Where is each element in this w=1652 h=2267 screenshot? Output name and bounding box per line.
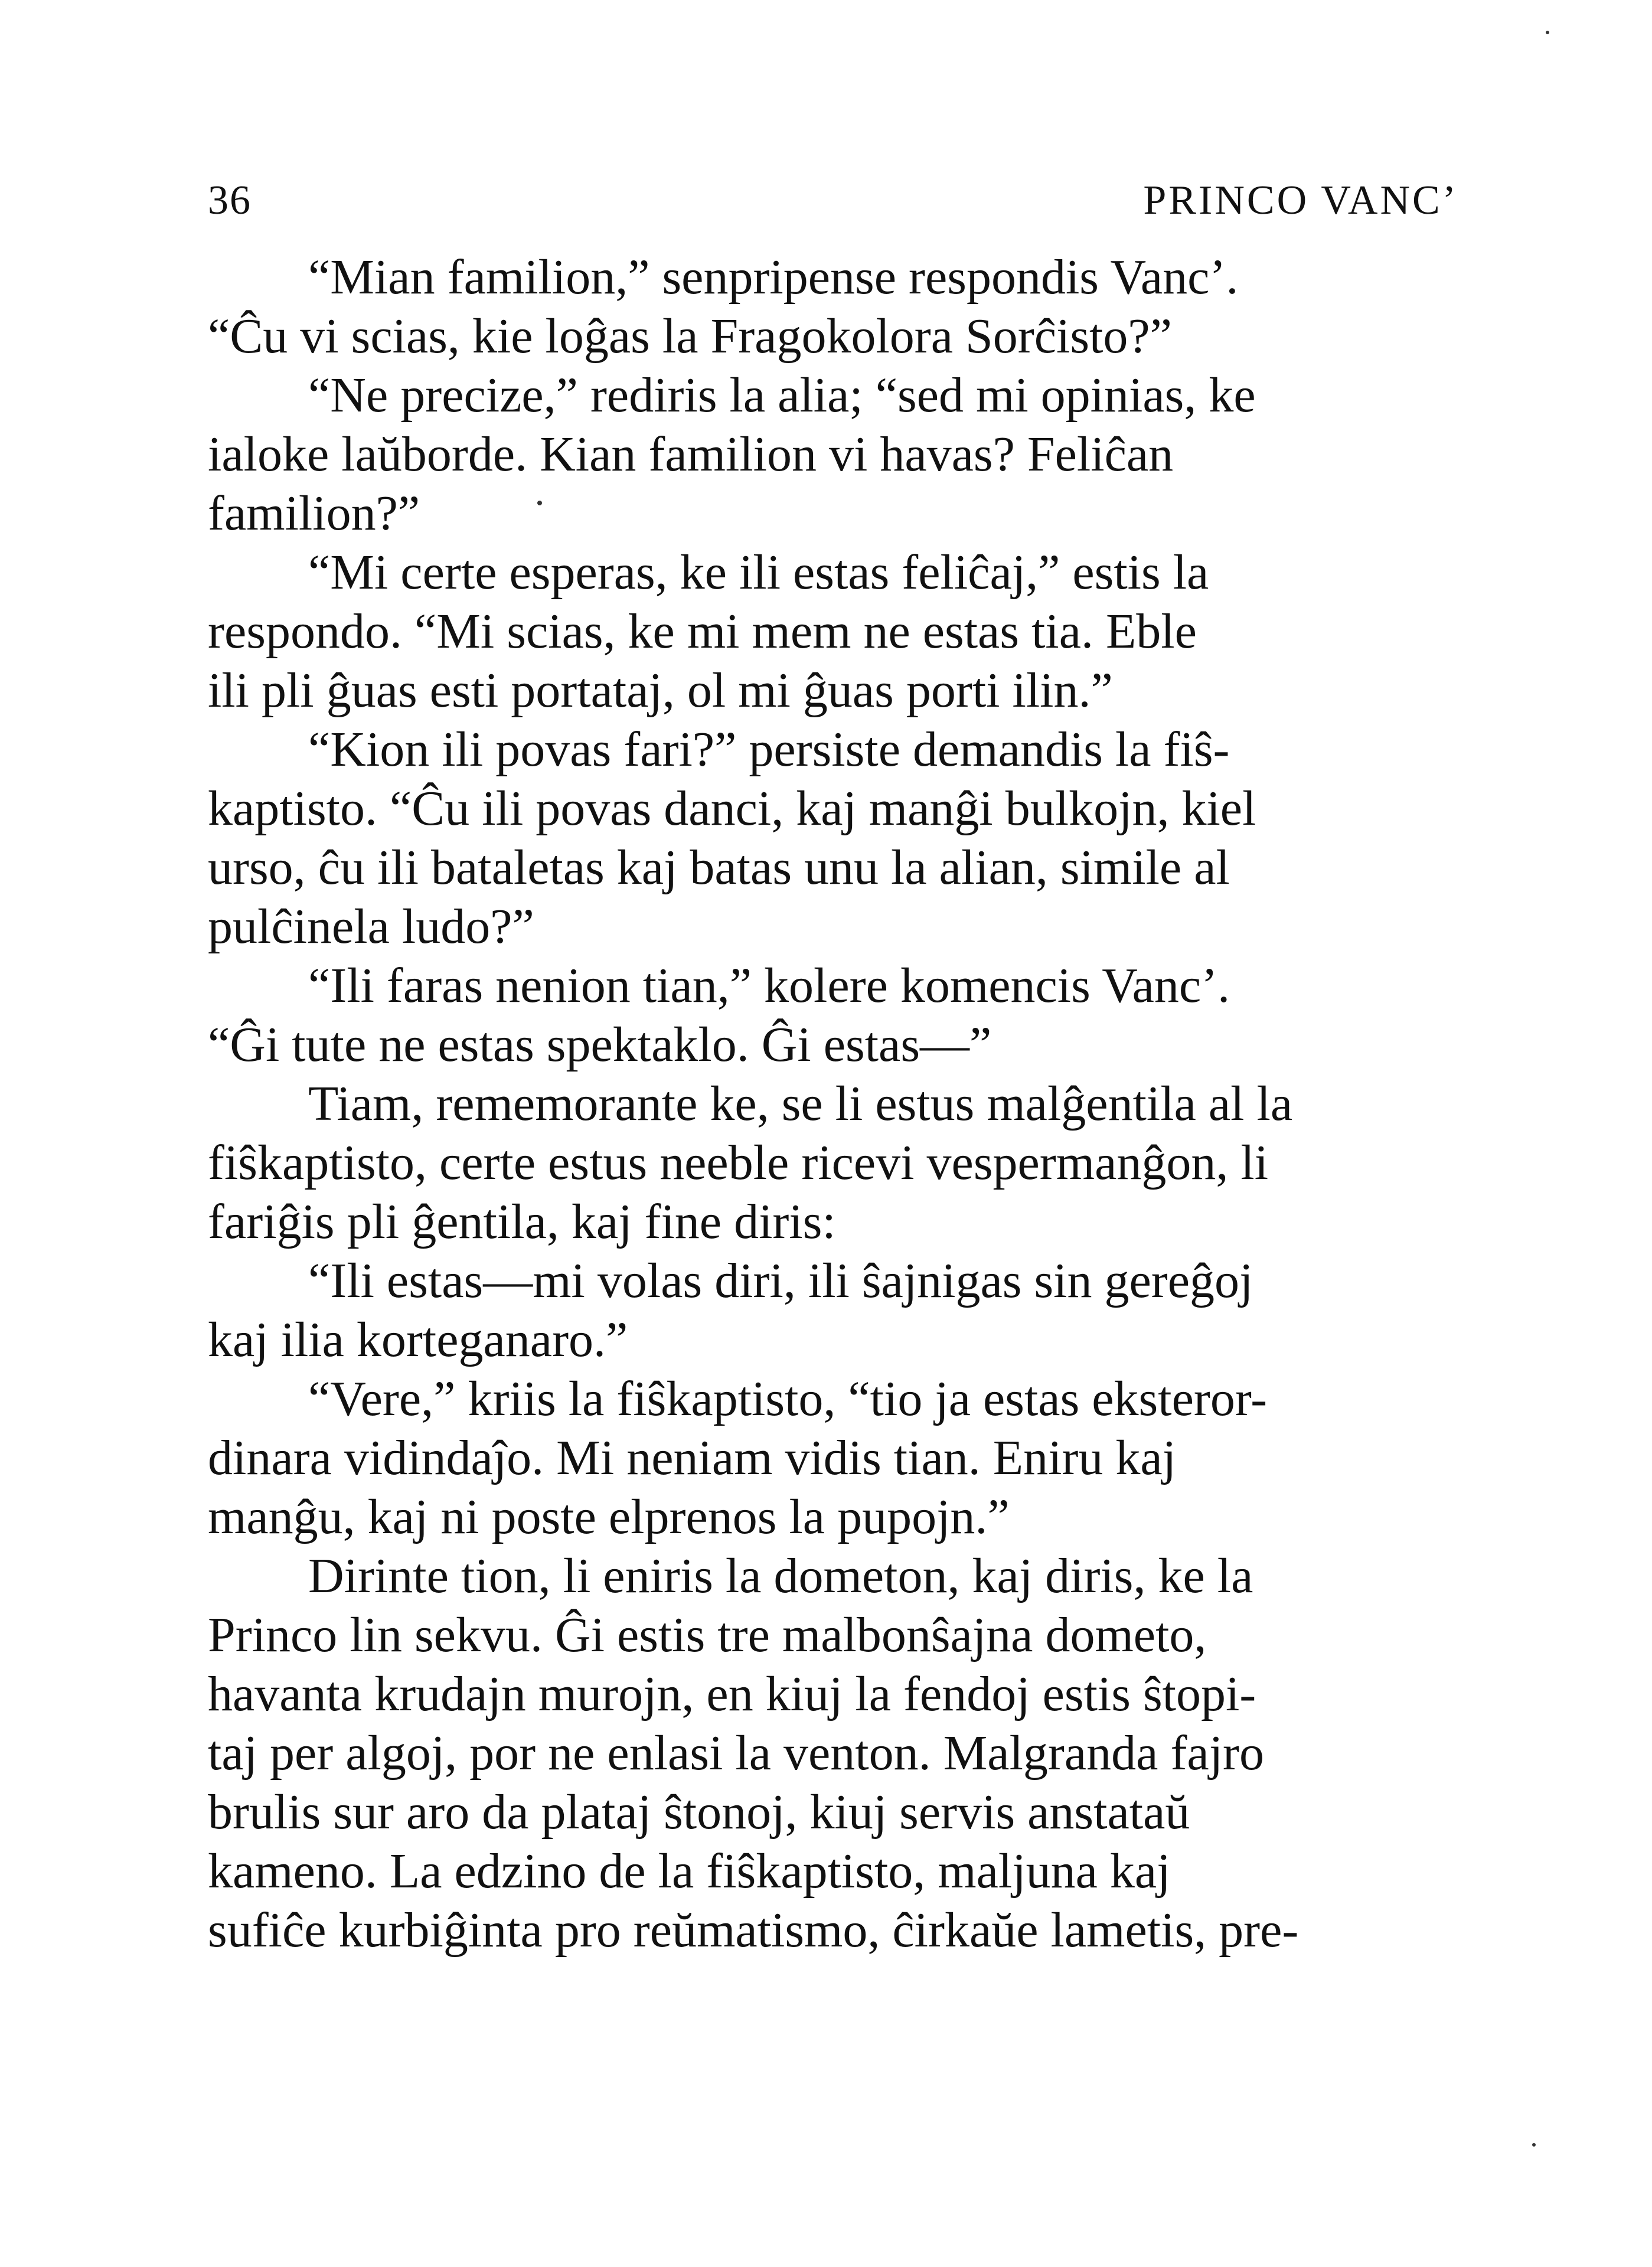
text-line: kaj ilia korteganaro.” (208, 1312, 628, 1367)
text-line: fariĝis pli ĝentila, kaj fine diris: (208, 1194, 836, 1249)
text-line: pulĉinela ludo?” (208, 899, 534, 954)
text-line: Dirinte tion, li eniris la dometon, kaj diris, ke la (308, 1549, 1253, 1603)
text-line: kameno. La edzino de la fiŝkaptisto, maljuna kaj (208, 1844, 1171, 1899)
text-line: ialoke laŭborde. Kian familion vi havas? Feliĉan (208, 427, 1174, 482)
text-line: “Ne precize,” rediris la alia; “sed mi opinias, ke (308, 368, 1256, 423)
text-line: “Mi certe esperas, ke ili estas feliĉaj,” estis la (308, 545, 1209, 600)
text-line: “Vere,” kriis la fiŝkaptisto, “tio ja estas eksteror- (308, 1371, 1268, 1426)
text-line: dinara vidindaĵo. Mi neniam vidis tian. Eniru kaj (208, 1430, 1177, 1485)
text-line: “Ili faras nenion tian,” kolere komencis Vanc’. (308, 958, 1230, 1013)
text-line: “Ĉu vi scias, kie loĝas la Fragokolora Sorĉisto?” (208, 309, 1172, 364)
text-line: manĝu, kaj ni poste elprenos la pupojn.” (208, 1489, 1010, 1544)
text-line: kaptisto. “Ĉu ili povas danci, kaj manĝi bulkojn, kiel (208, 781, 1256, 836)
text-line: brulis sur aro da plataj ŝtonoj, kiuj servis anstataŭ (208, 1785, 1190, 1840)
text-line: “Kion ili povas fari?” persiste demandis la fiŝ- (308, 722, 1230, 777)
text-line: urso, ĉu ili bataletas kaj batas unu la alian, simile al (208, 840, 1230, 895)
text-line: Princo lin sekvu. Ĝi estis tre malbonŝajna dometo, (208, 1608, 1207, 1662)
body-text (208, 248, 1458, 1960)
scan-speck (1532, 2143, 1536, 2147)
text-line: familion?” (208, 486, 420, 541)
running-title: PRINCO VANC’ (1143, 178, 1458, 223)
scan-speck (1546, 31, 1549, 34)
text-line: respondo. “Mi scias, ke mi mem ne estas tia. Eble (208, 604, 1197, 659)
scan-speck (537, 501, 542, 505)
text-line: Tiam, rememorante ke, se li estus malĝentila al la (308, 1076, 1293, 1131)
text-line: “Ĝi tute ne estas spektaklo. Ĝi estas—” (208, 1017, 992, 1072)
page-header (208, 171, 1458, 230)
text-line: “Ili estas—mi volas diri, ili ŝajnigas sin gereĝoj (308, 1253, 1253, 1308)
page-number: 36 (208, 178, 252, 223)
text-line: fiŝkaptisto, certe estus neeble ricevi vespermanĝon, li (208, 1135, 1269, 1190)
text-line: “Mian familion,” senpripense respondis Vanc’. (308, 250, 1239, 305)
text-line: taj per algoj, por ne enlasi la venton. Malgranda fajro (208, 1726, 1265, 1781)
text-line: ili pli ĝuas esti portataj, ol mi ĝuas porti ilin.” (208, 663, 1113, 718)
text-line: sufiĉe kurbiĝinta pro reŭmatismo, ĉirkaŭe lametis, pre- (208, 1903, 1299, 1958)
text-line: havanta krudajn murojn, en kiuj la fendoj estis ŝtopi- (208, 1667, 1256, 1722)
